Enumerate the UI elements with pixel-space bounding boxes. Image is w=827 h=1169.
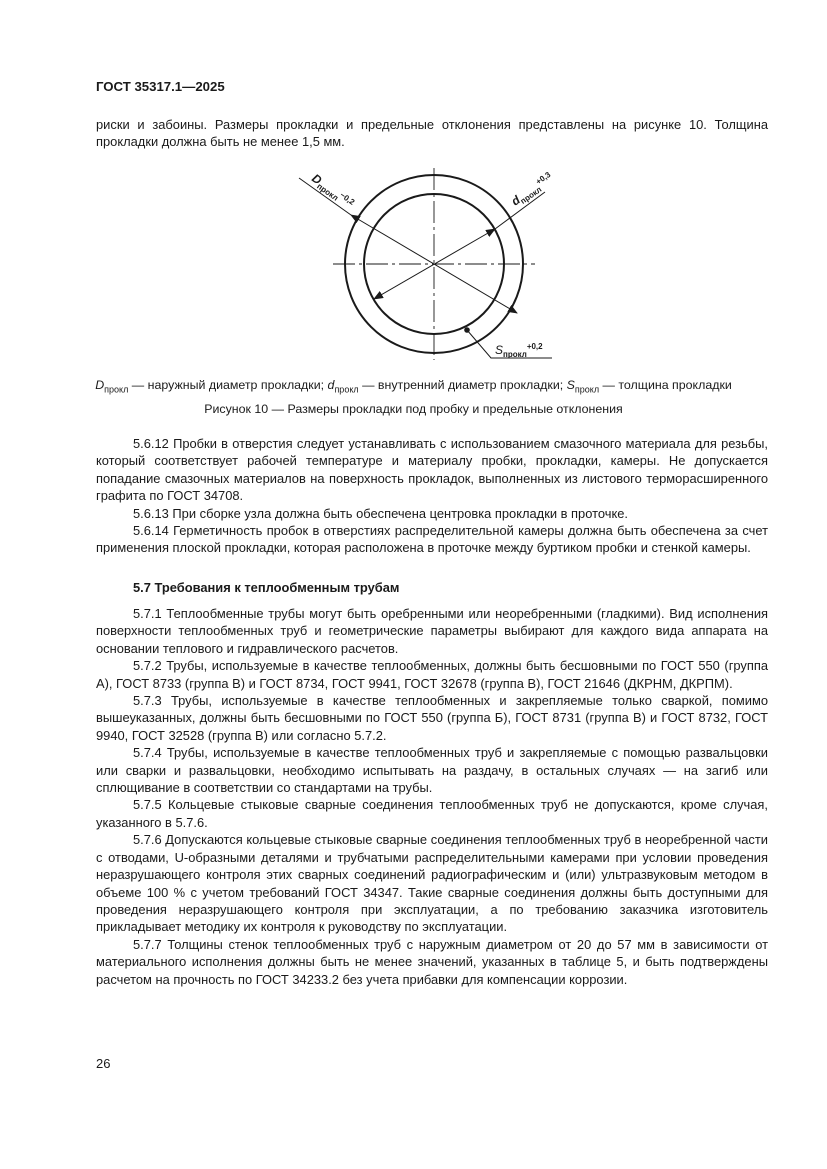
gasket-drawing xyxy=(0,160,827,380)
paragraph-5-7-3: 5.7.3 Трубы, используемые в качестве теплообменных и закрепляемые только сваркой, помимо вышеуказанных, должны быть бесшовными по ГОСТ 550 (группа Б), ГОСТ 8731 (группа В) и ГОСТ 8732, ГОСТ 9940, ГОСТ 32528 (группа В) или согласно 5.7.2. xyxy=(96,693,768,743)
paragraph-5-6-12: 5.6.12 Пробки в отверстия следует устанавливать с использованием смазочного материала для резьбы, который соответствует рабочей температуре и материалу пробки, прокладки, камеры. Не допускается попадание смазочных материалов на поверхность прокладок, выполненных из листового терморасширенного графита по ГОСТ 34708. xyxy=(96,436,768,504)
paragraph-5-7-2: 5.7.2 Трубы, используемые в качестве теплообменных, должны быть бесшовными по ГОСТ 550 (группа А), ГОСТ 8733 (группа В) и ГОСТ 8734, ГОСТ 9941, ГОСТ 32678 (группа В), ГОСТ 21646 (ДКРНМ, ДКРПМ). xyxy=(96,658,768,691)
paragraph-5-7-5: 5.7.5 Кольцевые стыковые сварные соединения теплообменных труб не допускаются, кроме случая, указанного в 5.7.6. xyxy=(96,797,768,830)
paragraph-5-6-13: 5.6.13 При сборке узла должна быть обеспечена центровка прокладки в проточке. xyxy=(133,505,628,521)
document-header: ГОСТ 35317.1—2025 xyxy=(96,79,225,94)
inner-diameter-label: $d_{прокл}^{+0,3}$ xyxy=(508,170,553,209)
section-title: 5.7 Требования к теплообменным трубам xyxy=(133,580,400,595)
section-5-7-paragraphs xyxy=(96,605,768,988)
page-number: 26 xyxy=(96,1056,111,1071)
paragraph-5-7-6: 5.7.6 Допускаются кольцевые стыковые сварные соединения теплообменных труб в неоребренной части с отводами, U-образными деталями и трубчатыми распределительными камерами при условии проведения неразрушающего контроля этих сварных соединений радиографическим и (или) ультразвуковым методом в объеме 100 % с учетом требований ГОСТ 34347. Такие сварные соединения должны быть доступными для проведения неразрушающего контроля при эксплуатации, а по требованию заказчика изготовитель прикладывает методику их контроля к руководству по эксплуатации. xyxy=(96,832,768,935)
intro-paragraph: риски и забоины. Размеры прокладки и предельные отклонения представлены на рисунке 10. Толщина прокладки должна быть не менее 1,5 мм. xyxy=(96,117,768,150)
thickness-label: $S_{прокл}^{+0,2}$ xyxy=(495,342,543,359)
paragraph-5-6-14: 5.6.14 Герметичность пробок в отверстиях распределительной камеры должна быть обеспечена за счет применения плоской прокладки, которая расположена в проточке между буртиком пробки и стенкой камеры. xyxy=(96,523,768,556)
paragraph-5-7-7: 5.7.7 Толщины стенок теплообменных труб с наружным диаметром от 20 до 57 мм в зависимости от материального исполнения должны быть не менее значений, указанных в таблице 5, и быть подтверждены расчетом на прочность по ГОСТ 34233.2 без учета прибавки для компенсации коррозии. xyxy=(96,936,768,987)
paragraph-5-7-1: 5.7.1 Теплообменные трубы могут быть оребренными или неоребренными (гладкими). Вид исполнения поверхности теплообменных труб и геометрические параметры выбирают для каждого вида аппарата на основании теплового и гидравлического расчетов. xyxy=(96,606,768,656)
figure-legend: $D_{прокл}$ — наружный диаметр прокладки; $d_{прокл}$ — внутренний диаметр прокладки; $S_{прокл}$ — толщина прокладки xyxy=(95,378,732,395)
figure-caption: Рисунок 10 — Размеры прокладки под пробку и предельные отклонения xyxy=(204,402,623,416)
section-5-6-paragraphs xyxy=(96,435,768,557)
paragraph-5-7-4: 5.7.4 Трубы, используемые в качестве теплообменных труб и закрепляемые с помощью развальцовки или сварки и развальцовки, необходимо испытывать на раздачу, в остальных случаях — на загиб или сплющивание в соответствии со стандартами на трубы. xyxy=(96,745,768,796)
gasket-figure xyxy=(0,160,827,380)
outer-diameter-label: $D_{прокл}^{-0,2}$ xyxy=(309,170,357,207)
